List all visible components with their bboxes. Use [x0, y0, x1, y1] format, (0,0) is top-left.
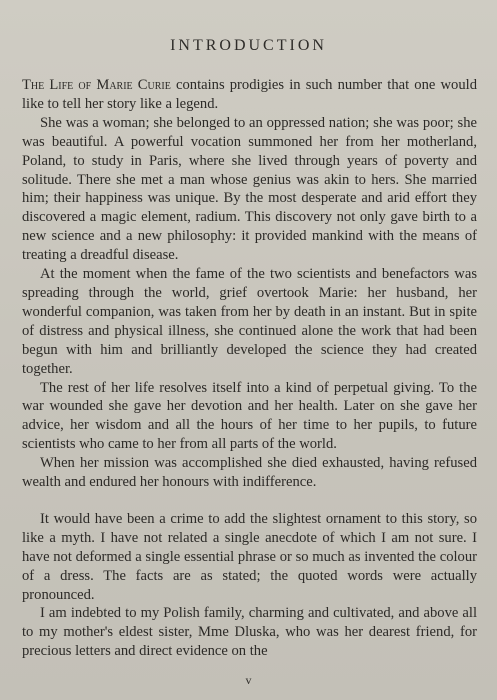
- paragraph-1: [22, 76, 477, 114]
- paragraph-5: When her mission was accomplished she died exhausted, having refused wealth and endured her honours with indifference.: [22, 455, 477, 491]
- paragraph-4: The rest of her life resolves itself into a kind of perpetual giving. To the war wounded she gave her devotion and her health. Later on she gave her advice, her wisdom and all the hours of her time to her pupils, to future scientists who came to her from all parts of the world.: [22, 379, 477, 453]
- paragraph-3: At the moment when the fame of the two scientists and benefactors was spreading through the world, grief overtook Marie: her husband, her wonderful companion, was taken from her by death in an instant. But in spite of distress and physical illness, she continued alone the work that had been begun with him and brilliantly developed the science they had created together.: [22, 266, 477, 377]
- page-number: v: [245, 673, 252, 687]
- lead-smallcaps: The Life of Marie Curie: [22, 77, 171, 93]
- body-text: [22, 76, 477, 661]
- paragraph-7: I am indebted to my Polish family, charming and cultivated, and above all to my mother's eldest sister, Mme Dluska, who was her dearest friend, for precious letters and direct evidence on the: [22, 605, 477, 660]
- paragraph-1-text: contains prodigies in such number that one would like to tell her story like a legend.: [22, 77, 477, 112]
- paragraph-6: It would have been a crime to add the slightest ornament to this story, so like a myth. I have not related a single anecdote of which I am not sure. I have not deformed a single essential phrase or so much as invented the colour of a dress. The facts are as stated; the quoted words were actually pronounced.: [22, 510, 477, 603]
- paragraph-2: She was a woman; she belonged to an oppressed nation; she was poor; she was beautiful. A powerful vocation summoned her from her motherland, Poland, to study in Paris, where she lived through years of poverty and solitude. There she met a man whose genius was akin to hers. She married him; their happiness was unique. By the most desperate and arid effort they discovered a magic element, radium. This discovery not only gave birth to a new science and a new philosophy: it provided mankind with the means of treating a dreadful disease.: [22, 114, 477, 264]
- page-heading: INTRODUCTION: [170, 37, 327, 54]
